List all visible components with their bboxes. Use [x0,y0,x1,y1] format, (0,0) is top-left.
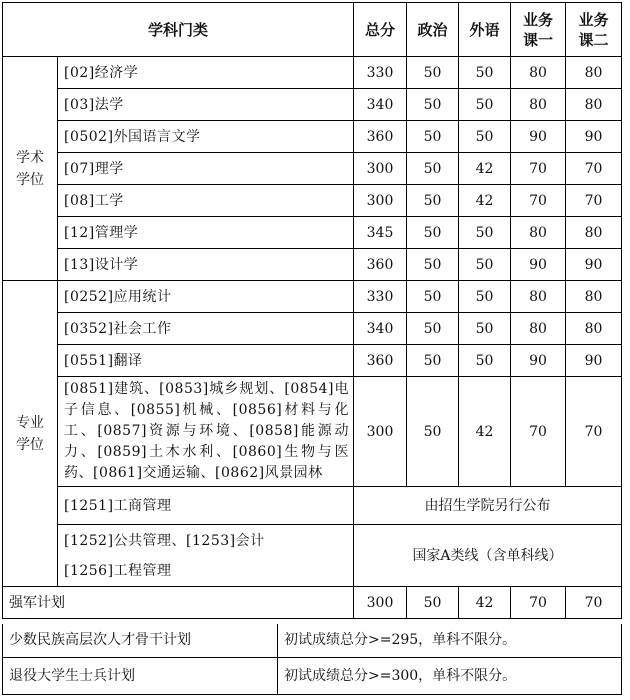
row-name: [0502]外国语言文学 [58,121,354,153]
table-row [3,345,622,377]
minority-note: 初试成绩总分>=295，单科不限分。 [278,624,622,657]
cell-course1: 70 [511,587,566,619]
table-row [3,121,622,153]
row-name: [0252]应用统计 [58,281,354,313]
cell-politics: 50 [407,121,459,153]
cell-politics: 50 [407,345,459,377]
header-category: 学科门类 [3,3,354,57]
table-row [3,89,622,121]
cell-total: 345 [354,217,407,249]
header-total: 总分 [354,3,407,57]
cell-foreign: 42 [459,587,511,619]
cell-course2: 70 [566,153,622,185]
cell-course2: 70 [566,185,622,217]
plans-table [2,624,622,695]
cell-course1: 70 [511,185,566,217]
cell-course1: 80 [511,281,566,313]
cell-course2: 80 [566,89,622,121]
table-row [3,657,622,694]
cell-foreign: 50 [459,121,511,153]
cell-foreign: 50 [459,89,511,121]
cell-course2: 80 [566,217,622,249]
cell-foreign: 50 [459,57,511,89]
cell-course1: 70 [511,153,566,185]
cell-course1: 80 [511,57,566,89]
header-foreign: 外语 [459,3,511,57]
cell-total: 360 [354,121,407,153]
row-name: [13]设计学 [58,249,354,281]
cell-total: 330 [354,281,407,313]
cell-total: 360 [354,249,407,281]
table-row [3,487,622,525]
cell-politics: 50 [407,57,459,89]
table-row [3,57,622,89]
cell-course1: 80 [511,89,566,121]
cell-foreign: 50 [459,345,511,377]
veteran-name: 退役大学生士兵计划 [3,657,278,694]
cell-course1: 90 [511,249,566,281]
cell-course2: 80 [566,57,622,89]
header-course2: 业务 课二 [566,3,622,57]
cell-politics: 50 [407,185,459,217]
cell-course1: 90 [511,121,566,153]
veteran-note: 初试成绩总分>=300，单科不限分。 [278,657,622,694]
cell-foreign: 42 [459,185,511,217]
public-note: 国家A类线（含单科线） [354,525,622,587]
cell-foreign: 50 [459,281,511,313]
cell-total: 360 [354,345,407,377]
row-name: [0352]社会工作 [58,313,354,345]
table-row [3,153,622,185]
minority-name: 少数民族高层次人才骨干计划 [3,624,278,657]
cell-total: 340 [354,89,407,121]
table-row [3,281,622,313]
cell-course2: 70 [566,587,622,619]
table-row [3,185,622,217]
row-name-mba: [1251]工商管理 [58,487,354,525]
table-row [3,217,622,249]
row-name: [08]工学 [58,185,354,217]
cell-course2: 90 [566,345,622,377]
score-table [2,2,622,619]
cell-foreign: 50 [459,249,511,281]
academic-label: 学术 学位 [3,57,58,281]
cell-course1: 90 [511,345,566,377]
cell-course1: 80 [511,217,566,249]
row-name: [02]经济学 [58,57,354,89]
header-course1: 业务 课一 [511,3,566,57]
cell-total: 300 [354,377,407,487]
table-row [3,313,622,345]
professional-label: 专业 学位 [3,281,58,587]
table-row [3,525,622,587]
cell-foreign: 50 [459,313,511,345]
header-row [3,3,622,57]
cell-total: 300 [354,185,407,217]
cell-politics: 50 [407,313,459,345]
row-name: [0551]翻译 [58,345,354,377]
row-name: [03]法学 [58,89,354,121]
mba-note: 由招生学院另行公布 [354,487,622,525]
cell-politics: 50 [407,89,459,121]
cell-total: 300 [354,153,407,185]
cell-foreign: 42 [459,153,511,185]
cell-course2: 90 [566,121,622,153]
cell-total: 340 [354,313,407,345]
row-name-public: [1252]公共管理、[1253]会计 [1256]工程管理 [58,525,354,587]
cell-course1: 80 [511,313,566,345]
row-name-engineering: [0851]建筑、[0853]城乡规划、[0854]电子信息、[0855]机械、[0856]材料与化工、[0857]资源与环境、[0858]能源动力、[0859]土木水利、[0860]生物与医药、[0861]交通运输、[0862]风景园林 [58,377,354,487]
table-row [3,377,622,487]
cell-politics: 50 [407,153,459,185]
row-name: [07]理学 [58,153,354,185]
cell-politics: 50 [407,587,459,619]
cell-course2: 80 [566,313,622,345]
cell-politics: 50 [407,217,459,249]
cell-politics: 50 [407,249,459,281]
cell-politics: 50 [407,377,459,487]
cell-total: 300 [354,587,407,619]
cell-foreign: 50 [459,217,511,249]
cell-foreign: 42 [459,377,511,487]
cell-course2: 70 [566,377,622,487]
table-row [3,587,622,619]
cell-course2: 80 [566,281,622,313]
cell-total: 330 [354,57,407,89]
table-row [3,249,622,281]
cell-politics: 50 [407,281,459,313]
cell-course2: 90 [566,249,622,281]
header-politics: 政治 [407,3,459,57]
cell-course1: 70 [511,377,566,487]
qiangjun-name: 强军计划 [3,587,354,619]
row-name: [12]管理学 [58,217,354,249]
table-row [3,624,622,657]
